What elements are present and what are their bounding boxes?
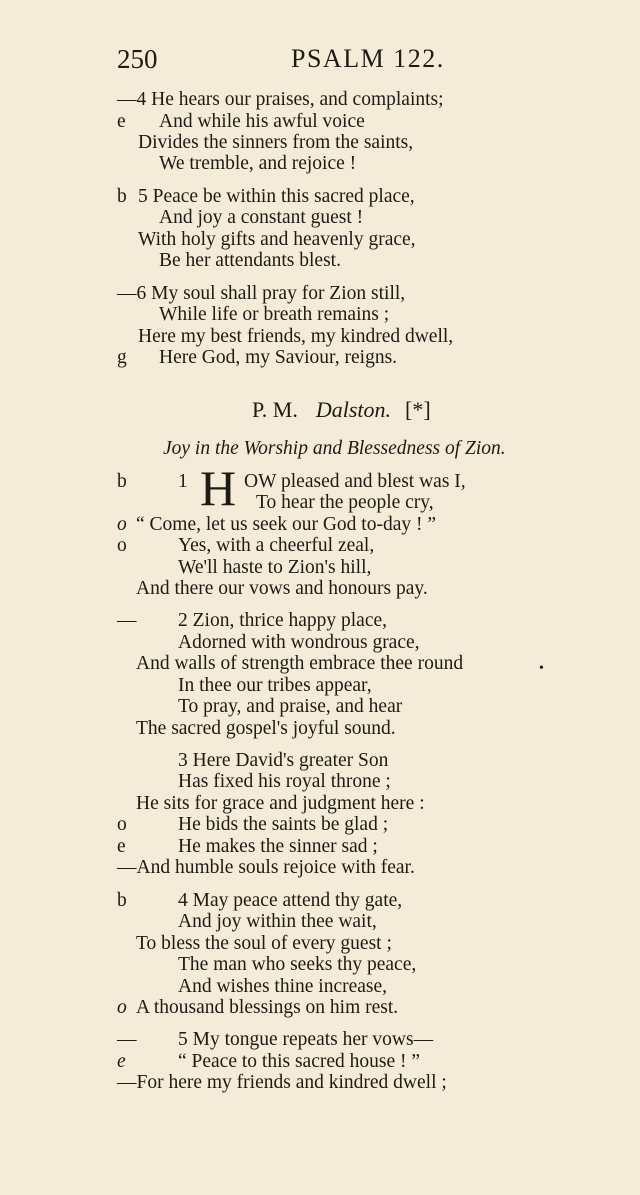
verse-line: He bids the saints be glad ; (178, 814, 389, 835)
verse-line: The man who seeks thy peace, (178, 954, 417, 975)
running-title: PSALM 122. (291, 44, 445, 73)
verse-line: And while his awful voice (159, 111, 365, 132)
dynamic-mark: e (117, 836, 126, 857)
verse-line: —4 He hears our praises, and complaints; (117, 89, 444, 110)
dynamic-mark: o (117, 997, 127, 1018)
hymn-flag: [*] (405, 397, 431, 422)
verse-line: The sacred gospel's joyful sound. (136, 718, 396, 739)
verse-line: He makes the sinner sad ; (178, 836, 378, 857)
verse-line: 2 Zion, thrice happy place, (178, 610, 388, 631)
verse-line: Adorned with wondrous grace, (178, 632, 420, 653)
verse-line: Divides the sinners from the saints, (138, 132, 414, 153)
verse-line: “ Peace to this sacred house ! ” (178, 1051, 421, 1072)
verse-line: We'll haste to Zion's hill, (178, 557, 372, 578)
verse-line: 4 May peace attend thy gate, (178, 890, 403, 911)
verse-line: And joy a constant guest ! (159, 207, 364, 228)
verse-line: —6 My soul shall pray for Zion still, (117, 283, 406, 304)
verse-line: Here my best friends, my kindred dwell, (138, 326, 454, 347)
dynamic-mark: b (117, 890, 127, 911)
verse-line: OW pleased and blest was I, (244, 471, 466, 492)
dynamic-mark: e (117, 111, 126, 132)
verse-line: And walls of strength embrace thee round (136, 653, 464, 674)
dynamic-mark: b (117, 471, 127, 492)
hymn-meter: P. M. (252, 397, 298, 422)
verse-line: While life or breath remains ; (159, 304, 390, 325)
verse-line: Be her attendants blest. (159, 250, 341, 271)
page-number: 250 (117, 44, 158, 74)
verse-line: To hear the people cry, (256, 492, 434, 513)
dynamic-mark: o (117, 535, 127, 556)
verse-line: 5 Peace be within this sacred place, (138, 186, 415, 207)
verse-line: 5 My tongue repeats her vows— (178, 1029, 434, 1050)
verse-line: To pray, and praise, and hear (178, 696, 403, 717)
hymn-title (252, 397, 431, 423)
dynamic-mark: b (117, 186, 127, 207)
verse-line: —For here my friends and kindred dwell ; (117, 1072, 447, 1093)
verse-line: He sits for grace and judgment here : (136, 793, 425, 814)
verse-line: 3 Here David's greater Son (178, 750, 389, 771)
dynamic-mark: e (117, 1051, 126, 1072)
verse-line: “ Come, let us seek our God to-day ! ” (136, 514, 437, 535)
verse-line: Here God, my Saviour, reigns. (159, 347, 398, 368)
verse-line: Yes, with a cheerful zeal, (178, 535, 375, 556)
dynamic-mark: — (117, 610, 137, 631)
drop-cap: H (200, 460, 237, 516)
dynamic-mark: o (117, 814, 127, 835)
hymn-subtitle: Joy in the Worship and Blessedness of Zion. (163, 438, 506, 459)
verse-line: And joy within thee wait, (178, 911, 377, 932)
verse-line: —And humble souls rejoice with fear. (117, 857, 415, 878)
verse-number: 1 (178, 471, 188, 492)
dynamic-mark: — (117, 1029, 137, 1050)
verse-line: To bless the soul of every guest ; (136, 933, 392, 954)
verse-line: And wishes thine increase, (178, 976, 388, 997)
verse-line: Has fixed his royal throne ; (178, 771, 391, 792)
hymn-tune: Dalston. (315, 397, 392, 422)
verse-line: With holy gifts and heavenly grace, (138, 229, 416, 250)
dynamic-mark: o (117, 514, 127, 535)
dynamic-mark: g (117, 347, 127, 368)
verse-line: A thousand blessings on him rest. (136, 997, 399, 1018)
stray-mark: • (539, 661, 544, 676)
verse-line: And there our vows and honours pay. (136, 578, 428, 599)
verse-line: We tremble, and rejoice ! (159, 153, 357, 174)
verse-line: In thee our tribes appear, (178, 675, 372, 696)
page-header (0, 44, 640, 80)
